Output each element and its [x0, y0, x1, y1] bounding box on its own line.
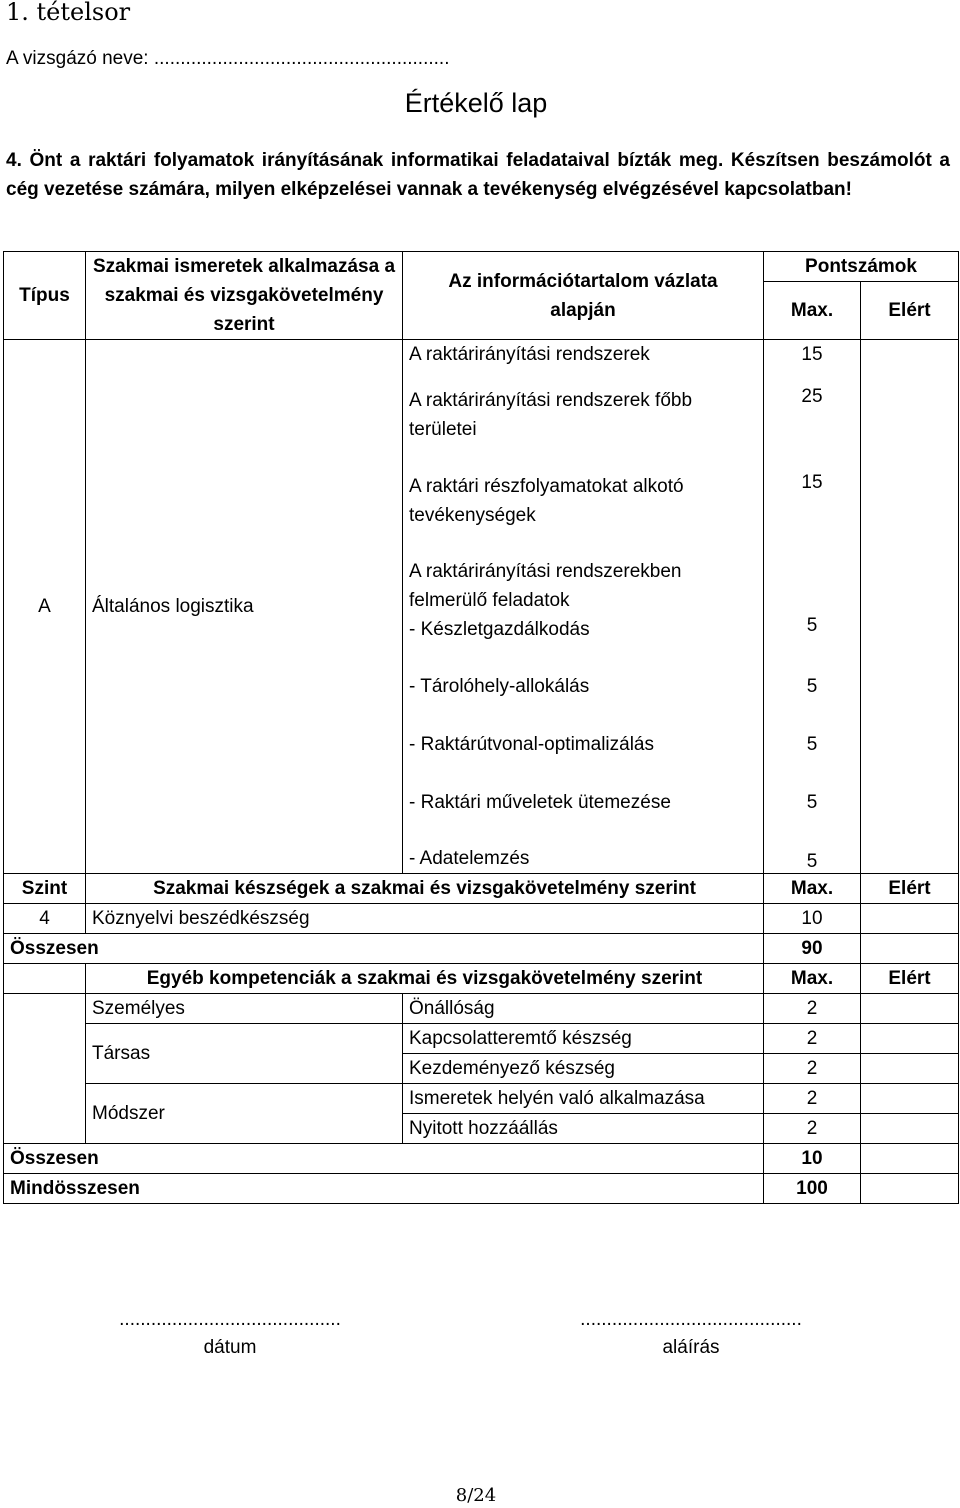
- topic-max: 5: [764, 658, 861, 716]
- grand-total-label: Mindösszesen: [4, 1174, 764, 1204]
- topic-line: - Adatelemzés: [409, 848, 530, 869]
- competency-achieved-cell[interactable]: [861, 1024, 959, 1054]
- topic-max: 25: [764, 370, 861, 456]
- competency-max: 2: [764, 1054, 861, 1084]
- topic-line: - Tárolóhely-allokálás: [409, 676, 590, 697]
- topic-row: [403, 456, 764, 542]
- header-max: Max.: [764, 282, 861, 340]
- header-type: Típus: [4, 252, 86, 340]
- competencies-corner-cell: [4, 964, 86, 994]
- competency-group: Módszer: [86, 1084, 403, 1144]
- competency-group: Személyes: [86, 994, 403, 1024]
- topic-row: [403, 615, 764, 658]
- task-description: 4. Önt a raktári folyamatok irányításának informatikai feladataival bízták meg. Készítsen beszámolót a cég vezetése számára, milyen elképzelései vannak a tevékenység elvégzésével kapcsolatban!: [6, 150, 950, 200]
- competencies-blank-cell: [4, 994, 86, 1144]
- header-achieved: Elért: [861, 282, 959, 340]
- competency-max: 2: [764, 1024, 861, 1054]
- subtotal-label: Összesen: [4, 934, 764, 964]
- subtotal-achieved-cell[interactable]: [861, 1144, 959, 1174]
- document-title: 1. tételsor: [6, 0, 131, 26]
- grand-total-max: 100: [764, 1174, 861, 1204]
- topic-max: 5: [764, 774, 861, 832]
- competencies-achieved-header: Elért: [861, 964, 959, 994]
- signature-dotted-line: ..........................................: [580, 1309, 802, 1330]
- topic-line: - Készletgazdálkodás: [409, 618, 590, 640]
- grand-total-achieved-cell[interactable]: [861, 1174, 959, 1204]
- examinee-name-line: A vizsgázó neve: ........................................................: [6, 48, 450, 69]
- evaluation-table: [3, 251, 959, 1204]
- competency-max: 2: [764, 1084, 861, 1114]
- competency-item: Önállóság: [403, 994, 764, 1024]
- topic-line: A raktárirányítási rendszerekben: [409, 560, 682, 582]
- topic-row: [403, 716, 764, 774]
- competency-achieved-cell[interactable]: [861, 1114, 959, 1144]
- subtotal-max: 10: [764, 1144, 861, 1174]
- topic-max: [764, 542, 861, 615]
- signature-label: aláírás: [662, 1337, 720, 1358]
- topic-line: tevékenységek: [409, 504, 536, 526]
- competency-achieved-cell[interactable]: [861, 1054, 959, 1084]
- date-signature-block: [80, 1306, 380, 1362]
- topic-line: felmerülő feladatok: [409, 589, 570, 611]
- header-outline: Az információtartalom vázlata alapján: [403, 252, 764, 340]
- topic-max: 5: [764, 615, 861, 658]
- topic-line: - Raktári műveletek ütemezése: [409, 792, 671, 813]
- topic-line: - Raktárútvonal-optimalizálás: [409, 734, 654, 755]
- competency-item: Kezdeményező készség: [403, 1054, 764, 1084]
- knowledge-area-cell: Általános logisztika: [86, 340, 403, 874]
- competencies-max-header: Max.: [764, 964, 861, 994]
- competency-achieved-cell[interactable]: [861, 1084, 959, 1114]
- date-label: dátum: [203, 1337, 257, 1358]
- page-number: 8/24: [455, 1485, 497, 1506]
- topic-max: 15: [764, 456, 861, 542]
- topic-line: A raktárirányítási rendszerek: [409, 344, 650, 366]
- competency-item: Nyitott hozzáállás: [403, 1114, 764, 1144]
- competency-achieved-cell[interactable]: [861, 994, 959, 1024]
- topic-max: 5: [764, 716, 861, 774]
- skills-max-header: Max.: [764, 874, 861, 904]
- header-knowledge: Szakmai ismeretek alkalmazása a szakmai és vizsgakövetelmény szerint: [86, 252, 403, 340]
- skill-achieved-cell[interactable]: [861, 904, 959, 934]
- skill-max: 10: [764, 904, 861, 934]
- evaluation-sheet-title: Értékelő lap: [404, 88, 548, 118]
- signature-block: [541, 1306, 841, 1362]
- topic-max: 5: [764, 832, 861, 874]
- subtotal-label: Összesen: [4, 1144, 764, 1174]
- topic-row: [403, 774, 764, 832]
- topic-line: A raktárirányítási rendszerek főbb: [409, 389, 693, 411]
- topic-max: 15: [764, 340, 861, 370]
- competency-max: 2: [764, 1114, 861, 1144]
- header-points: Pontszámok: [764, 252, 959, 282]
- topic-line: területei: [409, 418, 477, 440]
- competency-group: Társas: [86, 1024, 403, 1084]
- topic-row: [403, 340, 764, 370]
- type-cell: A: [4, 340, 86, 874]
- competency-item: Kapcsolatteremtő készség: [403, 1024, 764, 1054]
- topic-row: [403, 542, 764, 615]
- skill-level: 4: [4, 904, 86, 934]
- achieved-entry-cell[interactable]: [861, 340, 959, 874]
- competency-max: 2: [764, 994, 861, 1024]
- topic-line: A raktári részfolyamatokat alkotó: [409, 475, 684, 497]
- skills-title: Szakmai készségek a szakmai és vizsgakövetelmény szerint: [86, 874, 764, 904]
- topic-row: [403, 832, 764, 874]
- topic-row: [403, 370, 764, 456]
- topic-row: [403, 658, 764, 716]
- skills-level-header: Szint: [4, 874, 86, 904]
- competencies-title: Egyéb kompetenciák a szakmai és vizsgakövetelmény szerint: [86, 964, 764, 994]
- skill-name: Köznyelvi beszédkészség: [86, 904, 764, 934]
- competency-item: Ismeretek helyén való alkalmazása: [403, 1084, 764, 1114]
- date-dotted-line: ..........................................: [119, 1309, 341, 1330]
- skills-achieved-header: Elért: [861, 874, 959, 904]
- subtotal-achieved-cell[interactable]: [861, 934, 959, 964]
- subtotal-max: 90: [764, 934, 861, 964]
